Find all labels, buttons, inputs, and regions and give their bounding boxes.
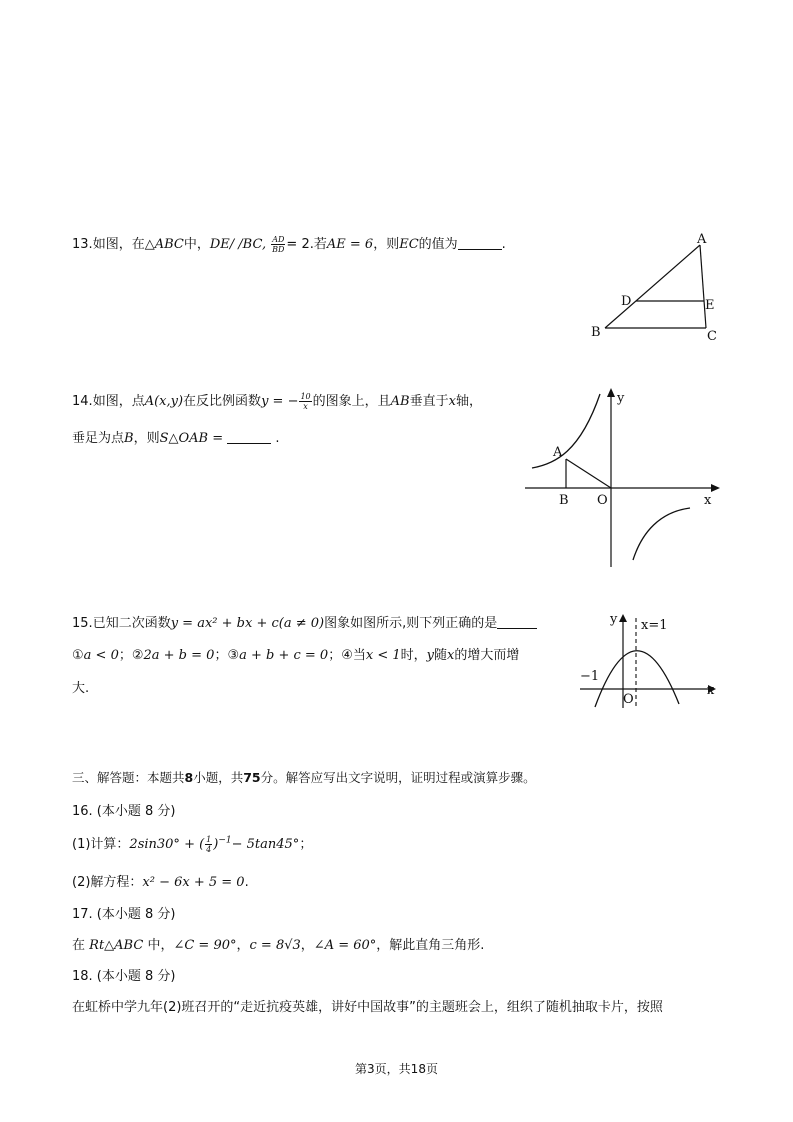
y-axis-arrow bbox=[619, 614, 627, 622]
curve-branch-4 bbox=[633, 508, 690, 560]
label-e: E bbox=[705, 298, 715, 313]
label-y: y bbox=[617, 391, 625, 406]
label-b: B bbox=[559, 493, 569, 508]
label-a: A bbox=[697, 232, 707, 247]
answer-blank bbox=[458, 237, 502, 250]
q15-line2: ①a < 0；②2a + b = 0；③a + b + c = 0；④当x < 1时，y随x的增大而增 bbox=[72, 648, 520, 663]
q13-text: 13.如图，在△ABC中，DE/ /BC, $\frac{AD}{BD}$ = 2.若AE = 6，则EC的值为 . bbox=[72, 235, 506, 254]
label-d: D bbox=[621, 294, 632, 309]
q13-fraction: $\frac{AD}{BD}$ bbox=[272, 235, 285, 254]
label-a: A bbox=[553, 445, 563, 460]
q15-line1: 15.已知二次函数y = ax² + bx + c(a ≠ 0)图象如图所示,则下列正确的是 bbox=[72, 612, 537, 631]
q16-header: 16. (本小题 8 分) bbox=[72, 804, 176, 819]
side-ab bbox=[605, 245, 700, 328]
label-b: B bbox=[591, 325, 601, 340]
x-axis-arrow bbox=[711, 484, 720, 492]
label-x: x bbox=[707, 683, 715, 698]
q18-header: 18. (本小题 8 分) bbox=[72, 969, 176, 984]
q16-fraction: $\frac{1}{4}$ bbox=[206, 835, 212, 854]
label-o: O bbox=[623, 692, 634, 707]
q14-fraction: $\frac{10}{x}$ bbox=[300, 392, 311, 411]
q16-part2: (2)解方程：x² − 6x + 5 = 0. bbox=[72, 875, 249, 890]
q17-header: 17. (本小题 8 分) bbox=[72, 907, 176, 922]
label-y: y bbox=[610, 612, 618, 627]
q17-text: 在 Rt△ABC 中，∠C = 90°，c = 8√3，∠A = 60°，解此直角三角形. bbox=[72, 938, 485, 953]
q14-line2: 垂足为点B，则S△OAB = . bbox=[72, 431, 280, 446]
y-axis-arrow bbox=[607, 388, 615, 397]
curve-branch-2 bbox=[532, 394, 600, 468]
inverse-function-graph bbox=[520, 382, 725, 572]
parabola-curve bbox=[595, 651, 679, 707]
answer-blank bbox=[497, 616, 537, 629]
label-x: x bbox=[704, 493, 712, 508]
label-x-equals-1: x=1 bbox=[641, 618, 668, 633]
parabola-graph bbox=[575, 608, 725, 713]
side-ac bbox=[700, 245, 706, 328]
answer-blank bbox=[227, 431, 271, 444]
q14-line1: 14.如图，点A(x,y)在反比例函数y = − $\frac{10}{x}$ 的图象上，且AB垂直于x轴， bbox=[72, 392, 482, 411]
section-title: 三、解答题：本题共8小题，共75分。解答应写出文字说明，证明过程或演算步骤。 bbox=[72, 770, 536, 785]
triangle-figure bbox=[585, 228, 725, 348]
segment-ao bbox=[566, 459, 611, 488]
page-footer: 第3页，共18页 bbox=[355, 1062, 438, 1076]
label-o: O bbox=[597, 493, 608, 508]
label-minus-1: −1 bbox=[580, 669, 600, 684]
label-c: C bbox=[707, 329, 717, 344]
q15-line3: 大. bbox=[72, 681, 90, 696]
q18-text: 在虹桥中学九年(2)班召开的“走近抗疫英雄，讲好中国故事”的主题班会上，组织了随机抽取卡片，按照 bbox=[72, 1000, 663, 1015]
q16-part1: (1)计算：2sin30° + ( $\frac{1}{4}$ )$^{-1}$− 5tan45°； bbox=[72, 835, 313, 854]
